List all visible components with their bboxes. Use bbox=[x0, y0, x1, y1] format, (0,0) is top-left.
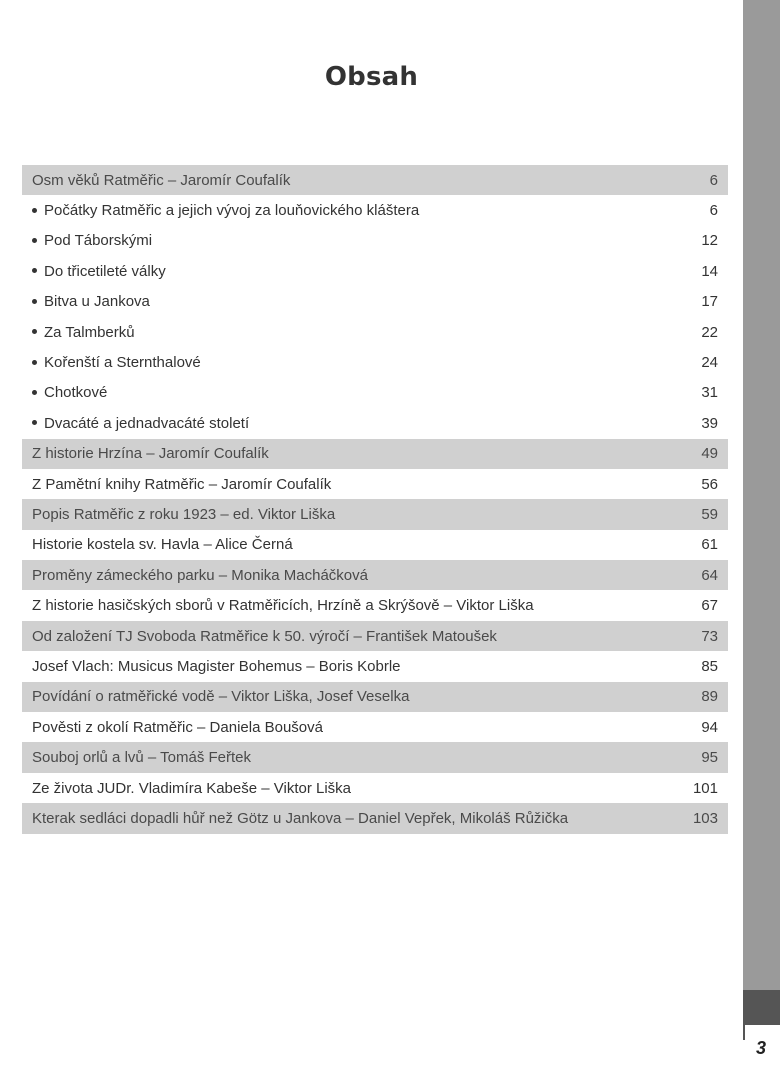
bullet-icon bbox=[32, 329, 37, 334]
bullet-icon bbox=[32, 208, 37, 213]
toc-entry-title bbox=[32, 780, 351, 797]
toc-entry-title bbox=[32, 810, 568, 827]
toc-entry-text: Proměny zámeckého parku – Monika Macháčková bbox=[32, 566, 368, 584]
toc-entry-text: Z historie Hrzína – Jaromír Coufalík bbox=[32, 445, 269, 463]
toc-entry-text: Historie kostela sv. Havla – Alice Černá bbox=[32, 536, 293, 554]
toc-entry bbox=[22, 651, 728, 681]
toc-entry bbox=[22, 682, 728, 712]
toc-entry-title bbox=[32, 445, 269, 462]
toc-entry-page: 85 bbox=[701, 657, 718, 675]
toc-entry bbox=[22, 742, 728, 772]
toc-entry-page: 6 bbox=[709, 202, 718, 220]
toc-entry-text: Z Pamětní knihy Ratměřic – Jaromír Coufalík bbox=[32, 475, 332, 493]
toc-entry-title bbox=[32, 415, 249, 432]
toc-entry-text: Kořenští a Sternthalové bbox=[44, 354, 201, 372]
toc-subentry bbox=[22, 226, 728, 256]
toc-subentry bbox=[22, 347, 728, 377]
toc-entry-title bbox=[32, 628, 497, 645]
toc-entry bbox=[22, 499, 728, 529]
toc-entry-page: 95 bbox=[701, 749, 718, 767]
toc-entry-page: 31 bbox=[701, 384, 718, 402]
toc-entry-title bbox=[32, 232, 152, 249]
toc-entry bbox=[22, 165, 728, 195]
toc-entry-title bbox=[32, 749, 251, 766]
toc-entry-page: 56 bbox=[701, 475, 718, 493]
bullet-icon bbox=[32, 360, 37, 365]
side-thumb-tab bbox=[743, 0, 780, 1040]
toc-entry-page: 6 bbox=[709, 171, 718, 189]
toc-entry-text: Z historie hasičských sborů v Ratměřicích, Hrzíně a Skrýšově – Viktor Liška bbox=[32, 597, 534, 615]
toc-entry-page: 59 bbox=[701, 505, 718, 523]
toc-entry-page: 14 bbox=[701, 262, 718, 280]
toc-entry-text: Pověsti z okolí Ratměřic – Daniela Boušová bbox=[32, 718, 323, 736]
toc-entry-title bbox=[32, 719, 323, 736]
toc-entry-page: 24 bbox=[701, 354, 718, 372]
bullet-icon bbox=[32, 299, 37, 304]
bullet-icon bbox=[32, 390, 37, 395]
toc-entry-page: 61 bbox=[701, 536, 718, 554]
toc-entry bbox=[22, 803, 728, 833]
toc-subentry bbox=[22, 195, 728, 225]
toc-entry-text: Počátky Ratměřic a jejich vývoj za louňovického kláštera bbox=[44, 202, 420, 220]
toc-entry bbox=[22, 469, 728, 499]
toc-entry-text: Za Talmberků bbox=[44, 323, 135, 341]
toc-entry-text: Dvacáté a jednadvacáté století bbox=[44, 414, 250, 432]
toc-entry-text: Kterak sedláci dopadli hůř než Götz u Jankova – Daniel Vepřek, Mikoláš Růžička bbox=[32, 809, 569, 827]
toc-entry-page: 22 bbox=[701, 323, 718, 341]
toc-entry-title bbox=[32, 567, 368, 584]
toc-entry-page: 73 bbox=[701, 627, 718, 645]
toc-entry-title bbox=[32, 172, 290, 189]
toc-entry bbox=[22, 621, 728, 651]
toc-entry bbox=[22, 712, 728, 742]
toc-entry-text: Josef Vlach: Musicus Magister Bohemus – Boris Kobrle bbox=[32, 657, 401, 675]
bullet-icon bbox=[32, 238, 37, 243]
toc-entry-page: 39 bbox=[701, 414, 718, 432]
toc-subentry bbox=[22, 408, 728, 438]
toc-entry-title bbox=[32, 688, 409, 705]
toc-entry-page: 12 bbox=[701, 232, 718, 250]
toc-subentry bbox=[22, 378, 728, 408]
page-number: 3 bbox=[756, 1038, 767, 1058]
toc-entry-page: 17 bbox=[701, 293, 718, 311]
toc-entry-title bbox=[32, 384, 107, 401]
toc-entry-text: Pod Táborskými bbox=[44, 232, 153, 250]
toc-entry-title bbox=[32, 202, 419, 219]
bullet-icon bbox=[32, 420, 37, 425]
toc-entry-page: 49 bbox=[701, 445, 718, 463]
toc-entry-title bbox=[32, 506, 335, 523]
toc-entry-page: 101 bbox=[692, 779, 718, 797]
table-of-contents bbox=[22, 165, 728, 834]
toc-entry bbox=[22, 560, 728, 590]
toc-entry-page: 89 bbox=[701, 688, 718, 706]
page-title: Obsah bbox=[324, 62, 419, 92]
toc-entry-text: Souboj orlů a lvů – Tomáš Feřtek bbox=[32, 749, 252, 767]
toc-entry bbox=[22, 530, 728, 560]
bullet-icon bbox=[32, 268, 37, 273]
toc-entry-title bbox=[32, 354, 201, 371]
toc-entry bbox=[22, 773, 728, 803]
toc-subentry bbox=[22, 287, 728, 317]
toc-entry-page: 94 bbox=[701, 718, 718, 736]
toc-entry-text: Od založení TJ Svoboda Ratměřice k 50. výročí – František Matoušek bbox=[32, 627, 497, 645]
toc-entry-page: 64 bbox=[701, 566, 718, 584]
toc-entry-text: Do třicetileté války bbox=[44, 262, 166, 280]
toc-entry-page: 103 bbox=[692, 809, 718, 827]
toc-entry-page: 67 bbox=[701, 597, 718, 615]
toc-entry-title bbox=[32, 658, 401, 675]
toc-entry-title bbox=[32, 597, 534, 614]
toc-entry-text: Osm věků Ratměřic – Jaromír Coufalík bbox=[32, 171, 291, 189]
toc-entry-title bbox=[32, 476, 331, 493]
toc-entry-title bbox=[32, 293, 150, 310]
toc-subentry bbox=[22, 317, 728, 347]
toc-entry-text: Povídání o ratměřické vodě – Viktor Liška, Josef Veselka bbox=[32, 688, 410, 706]
toc-entry bbox=[22, 590, 728, 620]
toc-entry-text: Popis Ratměřic z roku 1923 – ed. Viktor Liška bbox=[32, 505, 336, 523]
toc-entry bbox=[22, 439, 728, 469]
toc-entry-title bbox=[32, 536, 293, 553]
toc-entry-text: Chotkové bbox=[44, 384, 108, 402]
toc-entry-text: Bitva u Jankova bbox=[44, 293, 150, 311]
toc-entry-title bbox=[32, 263, 166, 280]
toc-entry-title bbox=[32, 324, 135, 341]
toc-entry-text: Ze života JUDr. Vladimíra Kabeše – Viktor Liška bbox=[32, 779, 352, 797]
toc-subentry bbox=[22, 256, 728, 286]
